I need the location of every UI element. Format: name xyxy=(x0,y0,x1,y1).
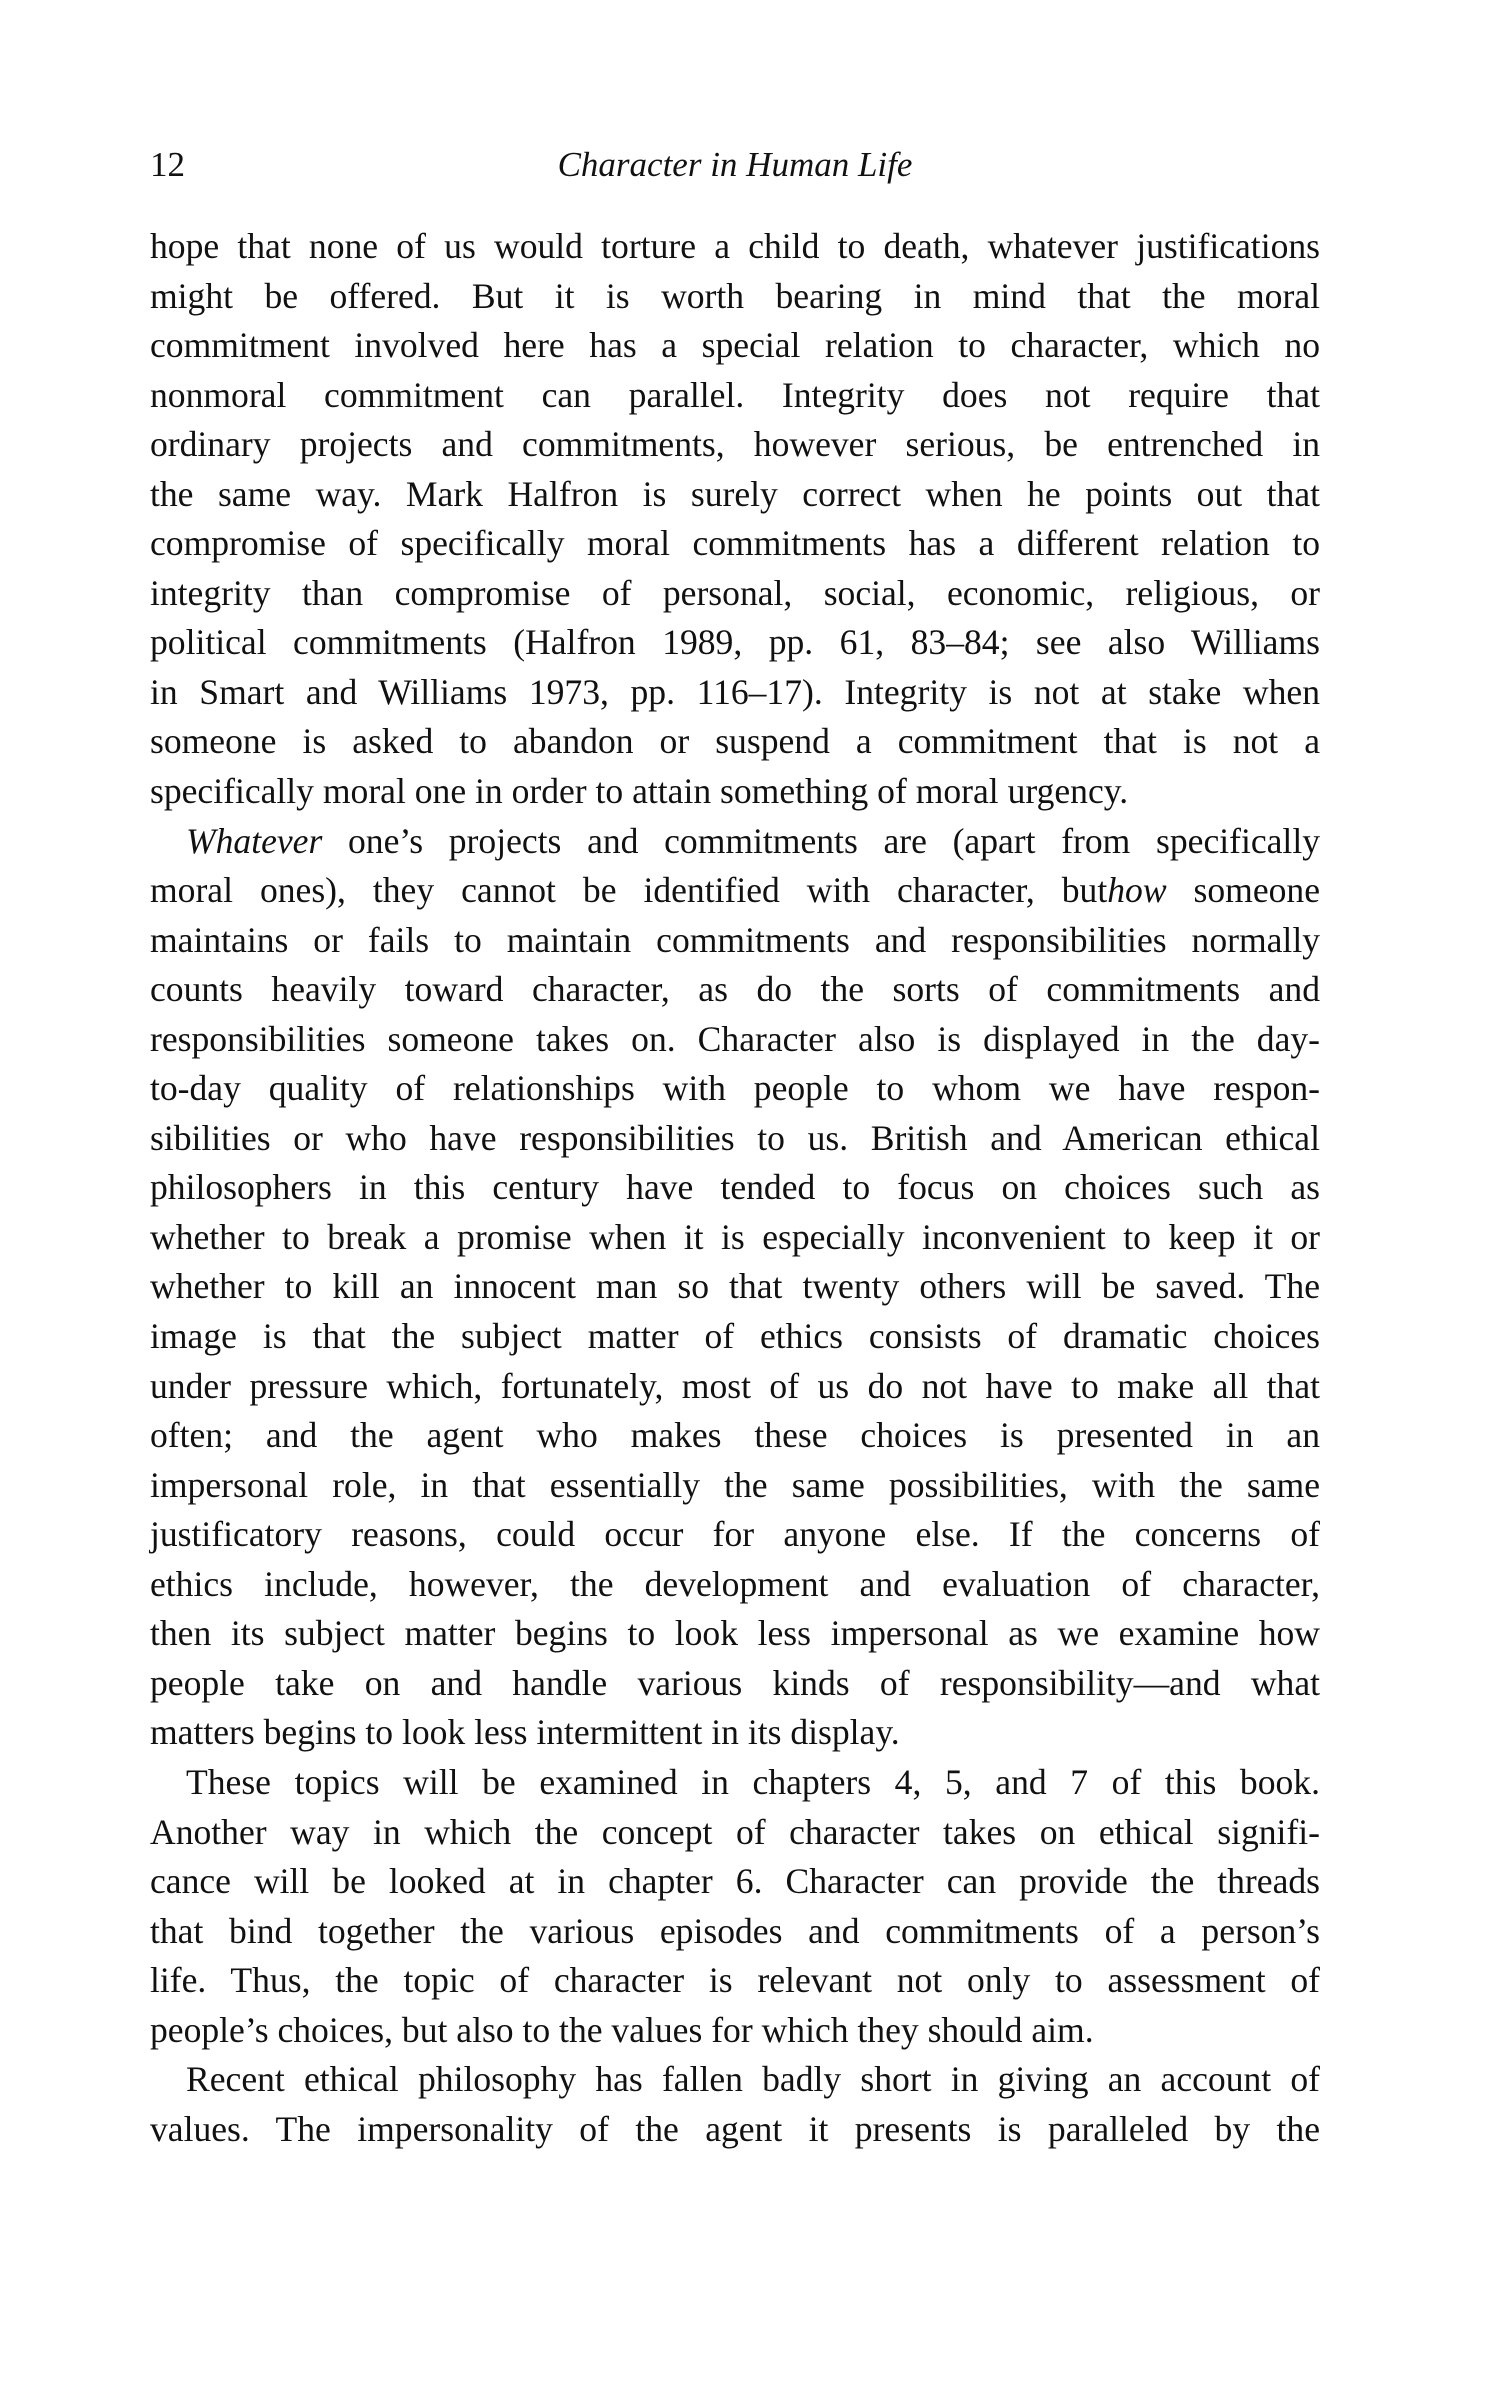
text-line: maintains or fails to maintain commitments and responsibilities normally xyxy=(150,919,1320,960)
text-line: ordinary projects and commitments, however serious, be entrenched in xyxy=(150,424,1320,465)
text-line: These topics will be examined in chapters 4, 5, and 7 of this book. xyxy=(186,1761,1320,1802)
text-line: responsibilities someone takes on. Character also is displayed in the day- xyxy=(150,1018,1320,1059)
text-line xyxy=(150,866,1320,916)
text-line: integrity than compromise of personal, social, economic, religious, or xyxy=(150,572,1320,613)
text-line: that bind together the various episodes and commitments of a person’s xyxy=(150,1910,1320,1951)
running-head xyxy=(150,140,1320,190)
text-line: Recent ethical philosophy has fallen badly short in giving an account of xyxy=(186,2059,1320,2100)
text-line: compromise of specifically moral commitments has a different relation to xyxy=(150,523,1320,564)
text-line: cance will be looked at in chapter 6. Character can provide the threads xyxy=(150,1861,1320,1902)
text-line: image is that the subject matter of ethics consists of dramatic choices xyxy=(150,1316,1320,1357)
page-number: 12 xyxy=(150,145,185,184)
italic-phrase: Whatever xyxy=(186,820,323,861)
text-line: to-day quality of relationships with people to whom we have respon- xyxy=(150,1068,1320,1109)
text-line: counts heavily toward character, as do the sorts of commitments and xyxy=(150,969,1320,1010)
text-line: someone is asked to abandon or suspend a commitment that is not a xyxy=(150,721,1320,762)
text-line: then its subject matter begins to look less impersonal as we examine how xyxy=(150,1613,1320,1654)
text-line: philosophers in this century have tended to focus on choices such as xyxy=(150,1167,1320,1208)
text-line: specifically moral one in order to attain something of moral urgency. xyxy=(150,771,1129,812)
text-line: whether to break a promise when it is especially inconvenient to keep it or xyxy=(150,1216,1320,1257)
text-line: hope that none of us would torture a child to death, whatever justifications xyxy=(150,226,1320,266)
line-text: someone xyxy=(1166,870,1320,911)
text-line: sibilities or who have responsibilities to us. British and American ethical xyxy=(150,1117,1320,1158)
text-line: the same way. Mark Halfron is surely correct when he points out that xyxy=(150,473,1320,514)
text-line: impersonal role, in that essentially the same possibilities, with the same xyxy=(150,1464,1320,1505)
text-line: often; and the agent who makes these choices is presented in an xyxy=(150,1415,1320,1456)
line-text: moral ones), they cannot be identified with character, but xyxy=(150,870,1108,911)
text-line: ethics include, however, the development and evaluation of character, xyxy=(150,1563,1320,1604)
body-text xyxy=(150,222,1320,2154)
text-line: life. Thus, the topic of character is relevant not only to assessment of xyxy=(150,1960,1320,2001)
text-line: values. The impersonality of the agent it presents is paralleled by the xyxy=(150,2108,1320,2149)
line-text: one’s projects and commitments are (apart from specifically xyxy=(322,820,1320,861)
text-line: justificatory reasons, could occur for anyone else. If the concerns of xyxy=(150,1514,1320,1555)
text-line xyxy=(150,817,1320,867)
text-line: in Smart and Williams 1973, pp. 116–17). Integrity is not at stake when xyxy=(150,671,1320,712)
text-line: Another way in which the concept of character takes on ethical signifi- xyxy=(150,1811,1320,1852)
text-line: whether to kill an innocent man so that twenty others will be saved. The xyxy=(150,1266,1320,1307)
text-line: commitment involved here has a special relation to character, which no xyxy=(150,325,1320,366)
italic-phrase: how xyxy=(1107,870,1167,911)
text-line: might be offered. But it is worth bearing in mind that the moral xyxy=(150,275,1320,316)
text-line: under pressure which, fortunately, most of us do not have to make all that xyxy=(150,1365,1320,1406)
text-line: people take on and handle various kinds of responsibility—and what xyxy=(150,1662,1320,1703)
text-line: nonmoral commitment can parallel. Integrity does not require that xyxy=(150,374,1320,415)
text-line: political commitments (Halfron 1989, pp. 61, 83–84; see also Williams xyxy=(150,622,1320,663)
running-title: Character in Human Life xyxy=(557,145,913,184)
text-line: people’s choices, but also to the values for which they should aim. xyxy=(150,2009,1094,2050)
text-line: matters begins to look less intermittent in its display. xyxy=(150,1712,900,1753)
